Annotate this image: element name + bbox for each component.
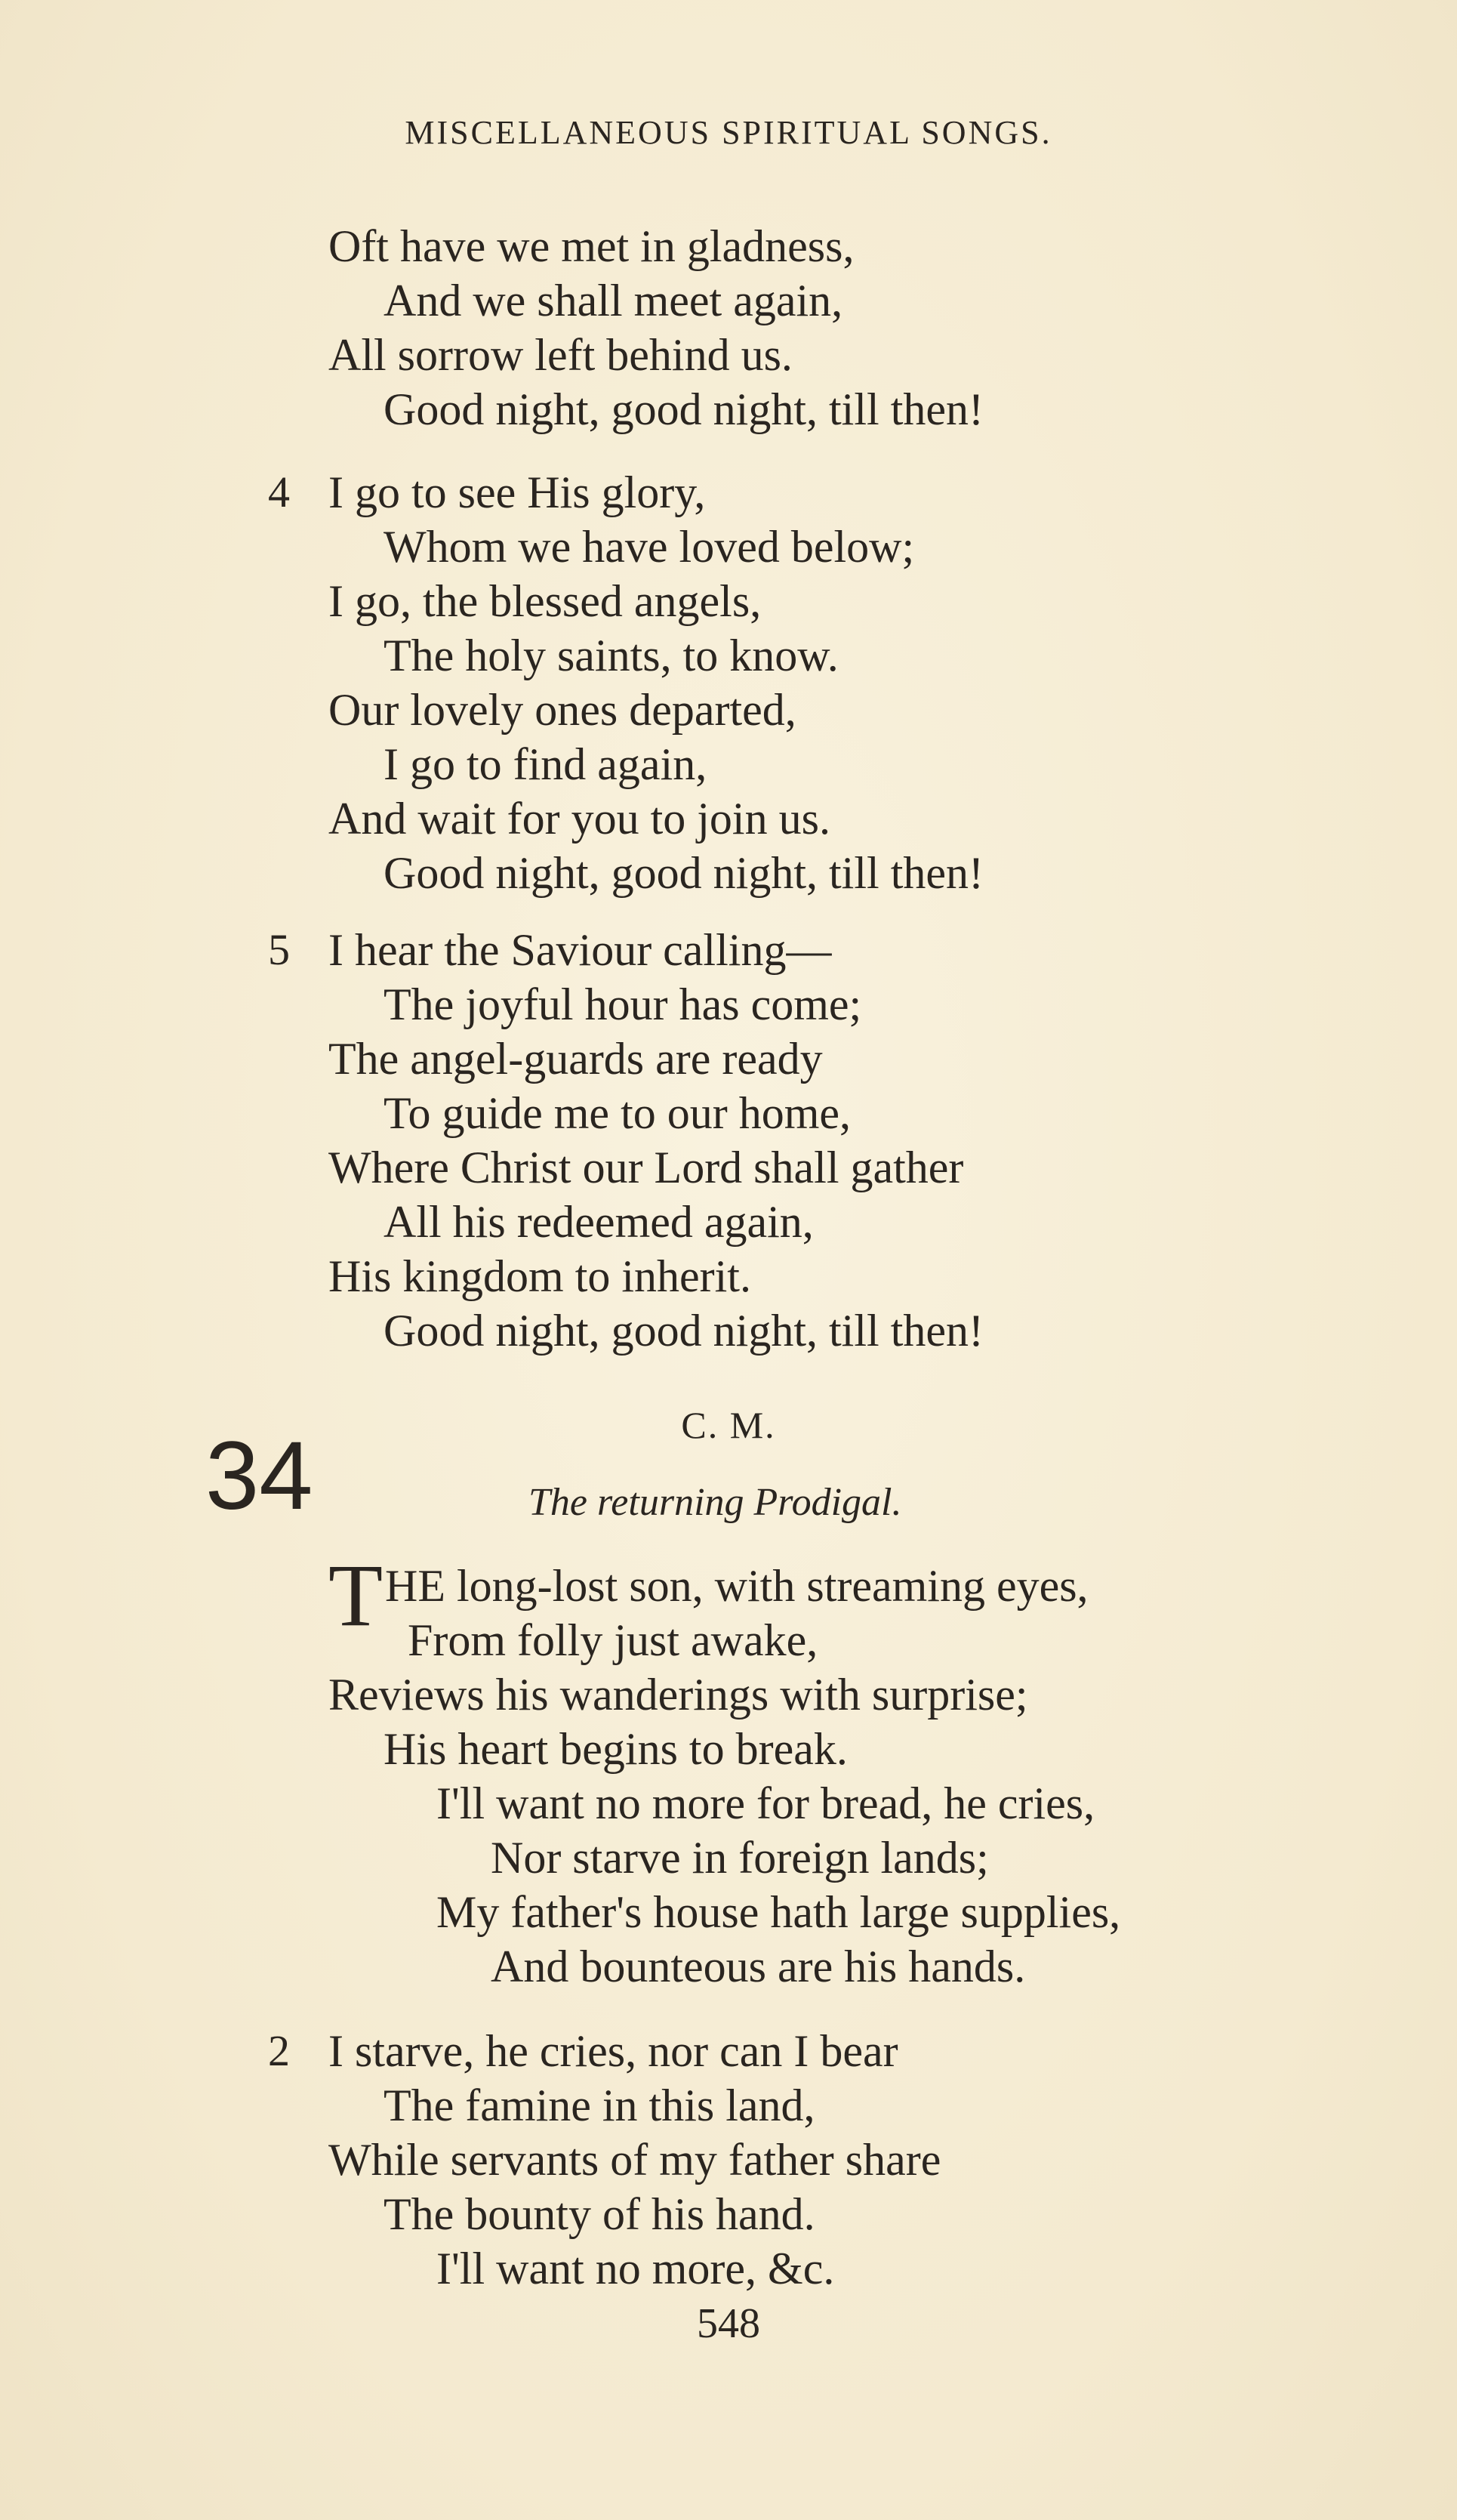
verse-line: My father's house hath large supplies, — [436, 1887, 1121, 1937]
stanza-number: 2 — [268, 2026, 290, 2075]
verse-line: Good night, good night, till then! — [384, 848, 984, 898]
stanza-number: 5 — [268, 925, 290, 974]
verse-line: His heart begins to break. — [384, 1724, 848, 1774]
verse-line: I go to see His glory, — [328, 467, 706, 517]
verse-line: The bounty of his hand. — [384, 2189, 815, 2239]
hymn-meter: C. M. — [681, 1404, 776, 1446]
verse-line: All his redeemed again, — [384, 1197, 814, 1247]
verse-line: The joyful hour has come; — [384, 979, 862, 1029]
verse-line: The famine in this land, — [384, 2080, 815, 2130]
verse-line: Whom we have loved below; — [384, 522, 915, 572]
verse-line: I'll want no more for bread, he cries, — [436, 1778, 1095, 1828]
verse-line: And bounteous are his hands. — [491, 1942, 1026, 1991]
verse-line: From folly just awake, — [408, 1615, 818, 1665]
verse-line: I'll want no more, &c. — [436, 2244, 835, 2293]
verse-line: The holy saints, to know. — [384, 631, 839, 680]
running-head: MISCELLANEOUS SPIRITUAL SONGS. — [405, 114, 1052, 151]
verse-line: Oft have we met in gladness, — [328, 221, 855, 271]
verse-line: Reviews his wanderings with surprise; — [328, 1670, 1028, 1720]
page-number: 548 — [697, 2300, 760, 2347]
verse-line: I go to find again, — [384, 739, 707, 789]
verse-line: Nor starve in foreign lands; — [491, 1833, 989, 1883]
verse-line: To guide me to our home, — [384, 1088, 852, 1138]
verse-line: Where Christ our Lord shall gather — [328, 1143, 964, 1192]
verse-line: While servants of my father share — [328, 2135, 941, 2185]
verse-line: And we shall meet again, — [384, 276, 843, 325]
drop-cap: T — [328, 1546, 384, 1645]
verse-line: I starve, he cries, nor can I bear — [328, 2026, 898, 2076]
verse-line: And wait for you to join us. — [328, 794, 830, 844]
verse-line: Our lovely ones departed, — [328, 685, 796, 735]
verse-line: His kingdom to inherit. — [328, 1251, 751, 1301]
hymn-number: 34 — [205, 1422, 313, 1530]
verse-line: I go, the blessed angels, — [328, 576, 762, 626]
verse-line: All sorrow left behind us. — [328, 330, 793, 380]
verse-line: The angel-guards are ready — [328, 1034, 823, 1084]
verse-line: I hear the Saviour calling— — [328, 925, 832, 975]
stanza-number: 4 — [268, 467, 290, 517]
verse-line: HE long-lost son, with streaming eyes, — [385, 1561, 1089, 1611]
hymn-title: The returning Prodigal. — [528, 1481, 902, 1524]
verse-line: Good night, good night, till then! — [384, 384, 984, 434]
verse-line: Good night, good night, till then! — [384, 1306, 984, 1356]
